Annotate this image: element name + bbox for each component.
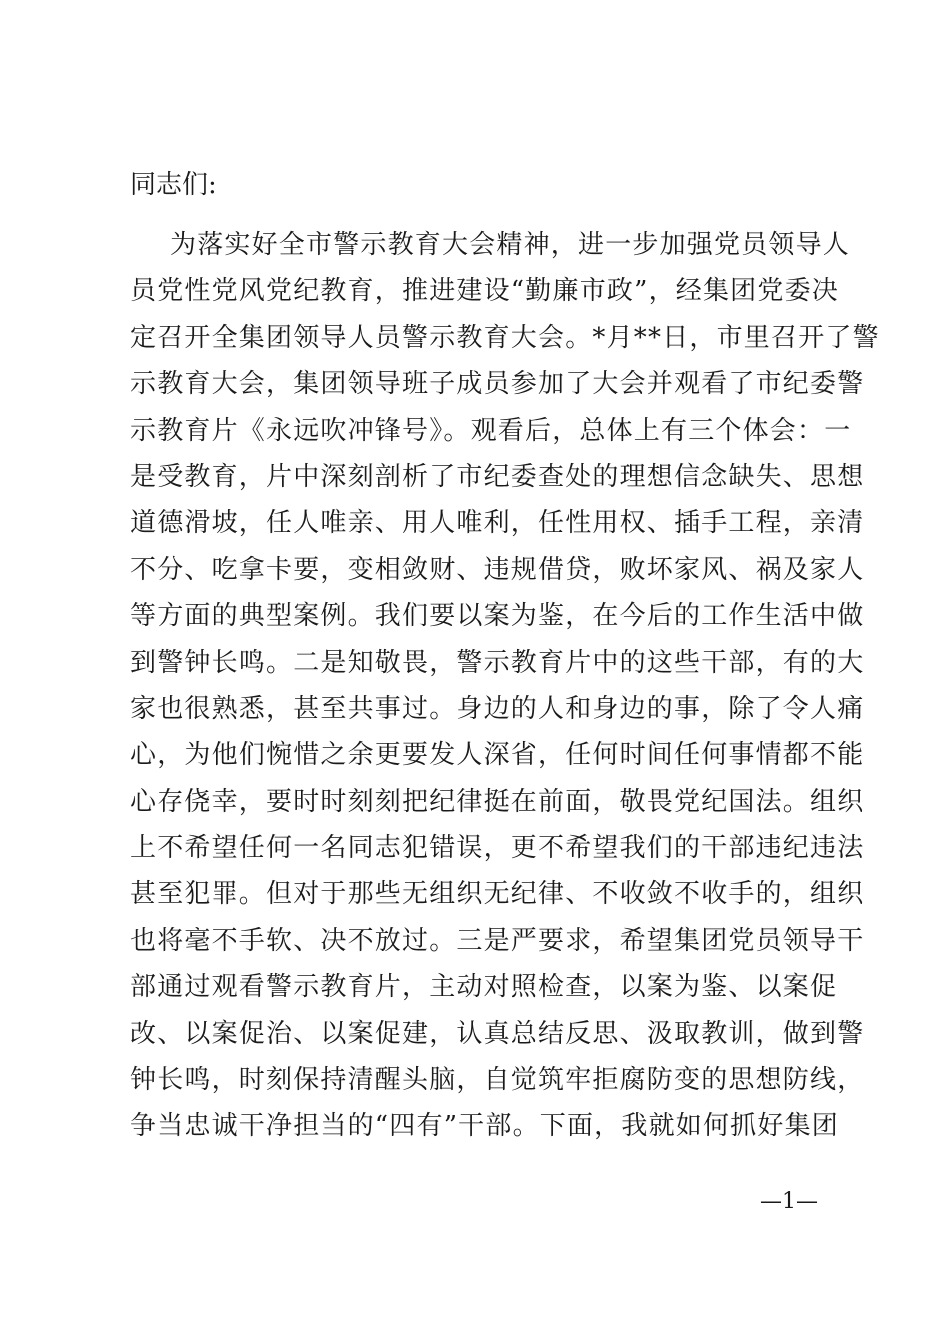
- paragraph-line: 到警钟长鸣。二是知敬畏，警示教育片中的这些干部，有的大: [130, 647, 865, 678]
- page-number: —1—: [760, 1189, 818, 1214]
- paragraph-line: 道德滑坡，任人唯亲、用人唯利，任性用权、插手工程，亲清: [130, 508, 865, 539]
- paragraph-line: 改、以案促治、以案促建，认真总结反思、汲取教训，做到警: [130, 1018, 865, 1049]
- paragraph-line: 是受教育，片中深刻剖析了市纪委查处的理想信念缺失、思想: [130, 461, 865, 492]
- paragraph-line: 部通过观看警示教育片，主动对照检查，以案为鉴、以案促: [130, 972, 838, 1003]
- paragraph-line: 甚至犯罪。但对于那些无组织无纪律、不收敛不收手的，组织: [130, 879, 865, 910]
- paragraph-line: 定召开全集团领导人员警示教育大会。*月**日，市里召开了警: [130, 322, 880, 353]
- paragraph-line: 示教育片《永远吹冲锋号》。观看后，总体上有三个体会：一: [130, 415, 852, 446]
- paragraph-line: 钟长鸣，时刻保持清醒头脑，自觉筑牢拒腐防变的思想防线，: [130, 1065, 865, 1096]
- paragraph-line: 心存侥幸，要时时刻刻把纪律挺在前面，敬畏党纪国法。组织: [130, 786, 865, 817]
- paragraph-line: 心，为他们惋惜之余更要发人深省，任何时间任何事情都不能: [130, 740, 865, 771]
- paragraph-line: 家也很熟悉，甚至共事过。身边的人和身边的事，除了令人痛: [130, 693, 865, 724]
- paragraph-line: 示教育大会，集团领导班子成员参加了大会并观看了市纪委警: [130, 369, 865, 400]
- salutation: 同志们:: [130, 170, 217, 200]
- paragraph-line: 争当忠诚干净担当的“四有”干部。下面，我就如何抓好集团: [130, 1111, 839, 1142]
- paragraph-line: 不分、吃拿卡要，变相敛财、违规借贷，败坏家风、祸及家人: [130, 554, 865, 585]
- paragraph-line: 员党性党风党纪教育，推进建设“勤廉市政”，经集团党委决: [130, 276, 839, 307]
- paragraph-line: 上不希望任何一名同志犯错误，更不希望我们的干部违纪违法: [130, 833, 865, 864]
- body-paragraph: [130, 222, 880, 1150]
- paragraph-line: 为落实好全市警示教育大会精神，进一步加强党员领导人: [170, 230, 851, 260]
- paragraph-line: 等方面的典型案例。我们要以案为鉴，在今后的工作生活中做: [130, 601, 865, 632]
- paragraph-line: 也将毫不手软、决不放过。三是严要求，希望集团党员领导干: [130, 925, 865, 956]
